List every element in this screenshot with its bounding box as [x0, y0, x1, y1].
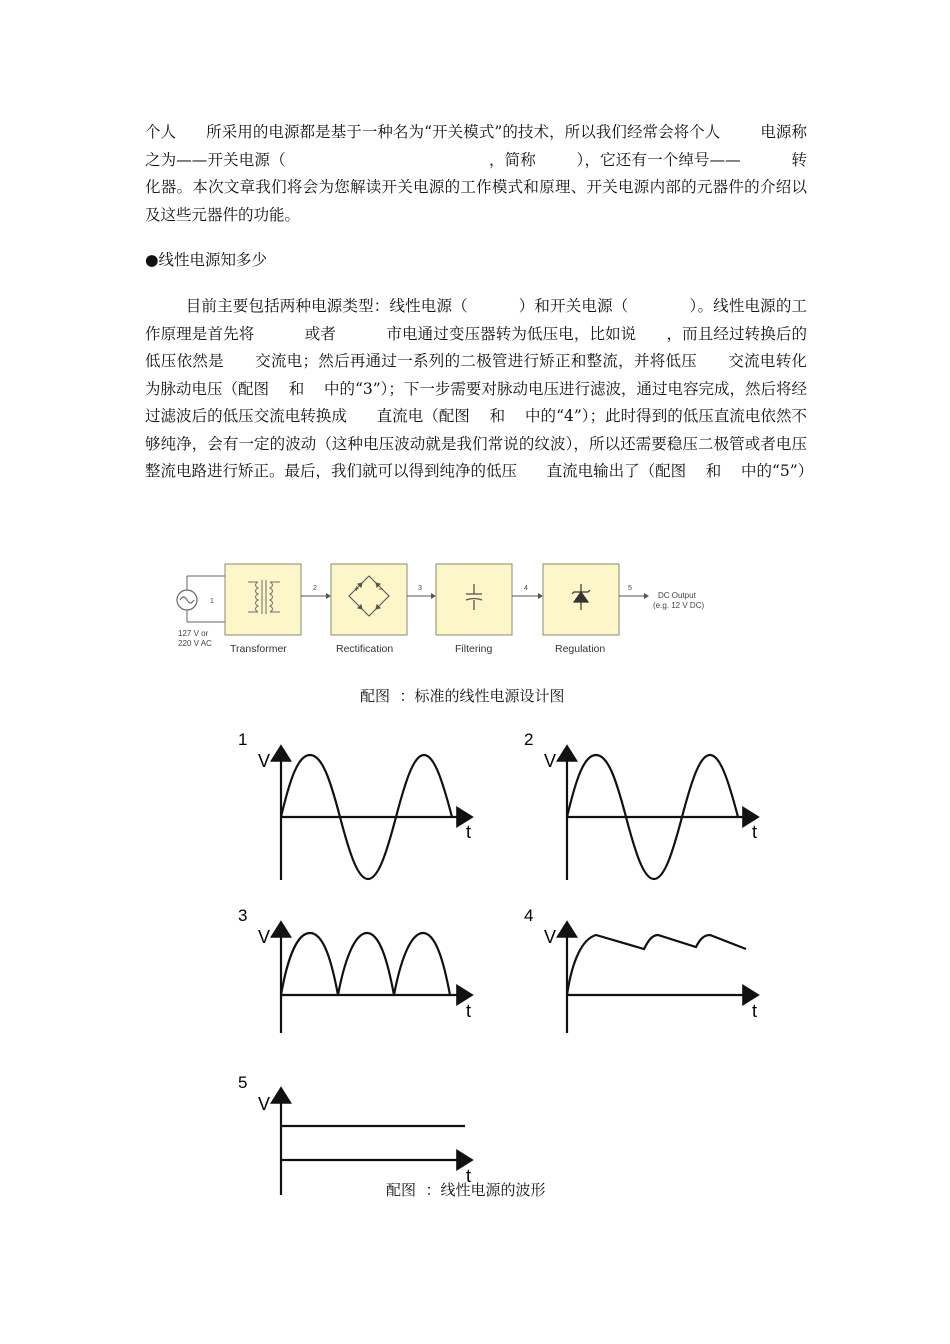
- node-label-5: 5: [628, 585, 632, 592]
- filtering-label: Filtering: [455, 643, 493, 655]
- svg-text:−: −: [378, 584, 384, 594]
- transformer-block: [225, 564, 301, 635]
- panel-number-5: 5: [238, 1073, 248, 1092]
- body-paragraph: 目前主要包括两种电源类型：线性电源（ ）和开关电源（ ）。线性电源的工作原理是首先将 或者 市电通过变压器转为低压电，比如说 ，而且经过转换后的低压依然是 交流电；然后再通过一系列的二极管进行矫正和整流，并将低压 交流电转化为脉动电压（配图 和 中的“3”）；下一步需要对脉动电压进行滤波，通过电容完成，然后将经过滤波后的低压交流电转换成 直流电（配图 和 中的“4”）；此时得到的低压直流电依然不够纯净，会有一定的波动（这种电压波动就是我们常说的纹波），所以还需要稳压二极管或者电压整流电路进行矫正。最后，我们就可以得到纯净的低压 直流电输出了（配图 和 中的“5”）: [145, 297, 814, 480]
- panel-number-4: 4: [524, 906, 534, 925]
- panel-number-2: 2: [524, 730, 534, 749]
- intro-paragraph: 个人 所采用的电源都是基于一种名为“开关模式”的技术，所以我们经常会将个人 电源称之为——开关电源（ ，简称 ），它还有一个绰号—— 转化器。本次文章我们将会为您解读开关电源的工作模式和原理、开关电源内部的元器件的介绍以及这些元器件的功能。: [145, 123, 807, 224]
- dc-output-label-line2: (e.g. 12 V DC): [653, 601, 705, 610]
- panel-number-3: 3: [238, 906, 248, 925]
- linear-psu-waveforms: [230, 725, 780, 1195]
- rectification-block: [331, 564, 407, 635]
- node-label-1: 1: [210, 598, 214, 605]
- waveform-panel-2: [524, 730, 757, 880]
- rectification-label: Rectification: [336, 643, 394, 655]
- waveform-panel-5: [238, 1073, 471, 1195]
- axis-label-t: t: [466, 822, 472, 842]
- node-label-4: 4: [524, 585, 528, 592]
- node-label-3: 3: [418, 585, 422, 592]
- node-label-2: 2: [313, 585, 317, 592]
- ripple-wave: [567, 935, 746, 995]
- axis-label-v: V: [544, 751, 557, 771]
- rectified-wave: [281, 933, 450, 995]
- panel-number-1: 1: [238, 730, 248, 749]
- input-voltage-label-line1: 127 V or: [178, 629, 209, 638]
- input-voltage-label-line2: 220 V AC: [178, 639, 212, 648]
- waveform-panel-4: [524, 906, 757, 1033]
- linear-psu-block-diagram: [168, 556, 728, 660]
- transformer-label: Transformer: [230, 643, 287, 655]
- axis-label-v: V: [258, 927, 271, 947]
- axis-label-v: V: [258, 751, 271, 771]
- figure-2-caption: 配图 ：线性电源的波形: [386, 1181, 546, 1199]
- regulation-label: Regulation: [555, 643, 606, 655]
- axis-label-t: t: [466, 1166, 472, 1186]
- figure-1-caption: 配图 ：标准的线性电源设计图: [360, 687, 565, 705]
- filtering-block: [436, 564, 512, 635]
- dc-output-label-line1: DC Output: [658, 591, 696, 600]
- axis-label-t: t: [466, 1001, 472, 1021]
- axis-label-v: V: [258, 1094, 271, 1114]
- waveform-panel-3: [238, 906, 471, 1033]
- waveform-panel-1: [238, 730, 471, 880]
- axis-label-t: t: [752, 1001, 758, 1021]
- section-heading: ●线性电源知多少: [145, 251, 268, 269]
- axis-label-v: V: [544, 927, 557, 947]
- axis-label-t: t: [752, 822, 758, 842]
- svg-text:+: +: [354, 584, 360, 594]
